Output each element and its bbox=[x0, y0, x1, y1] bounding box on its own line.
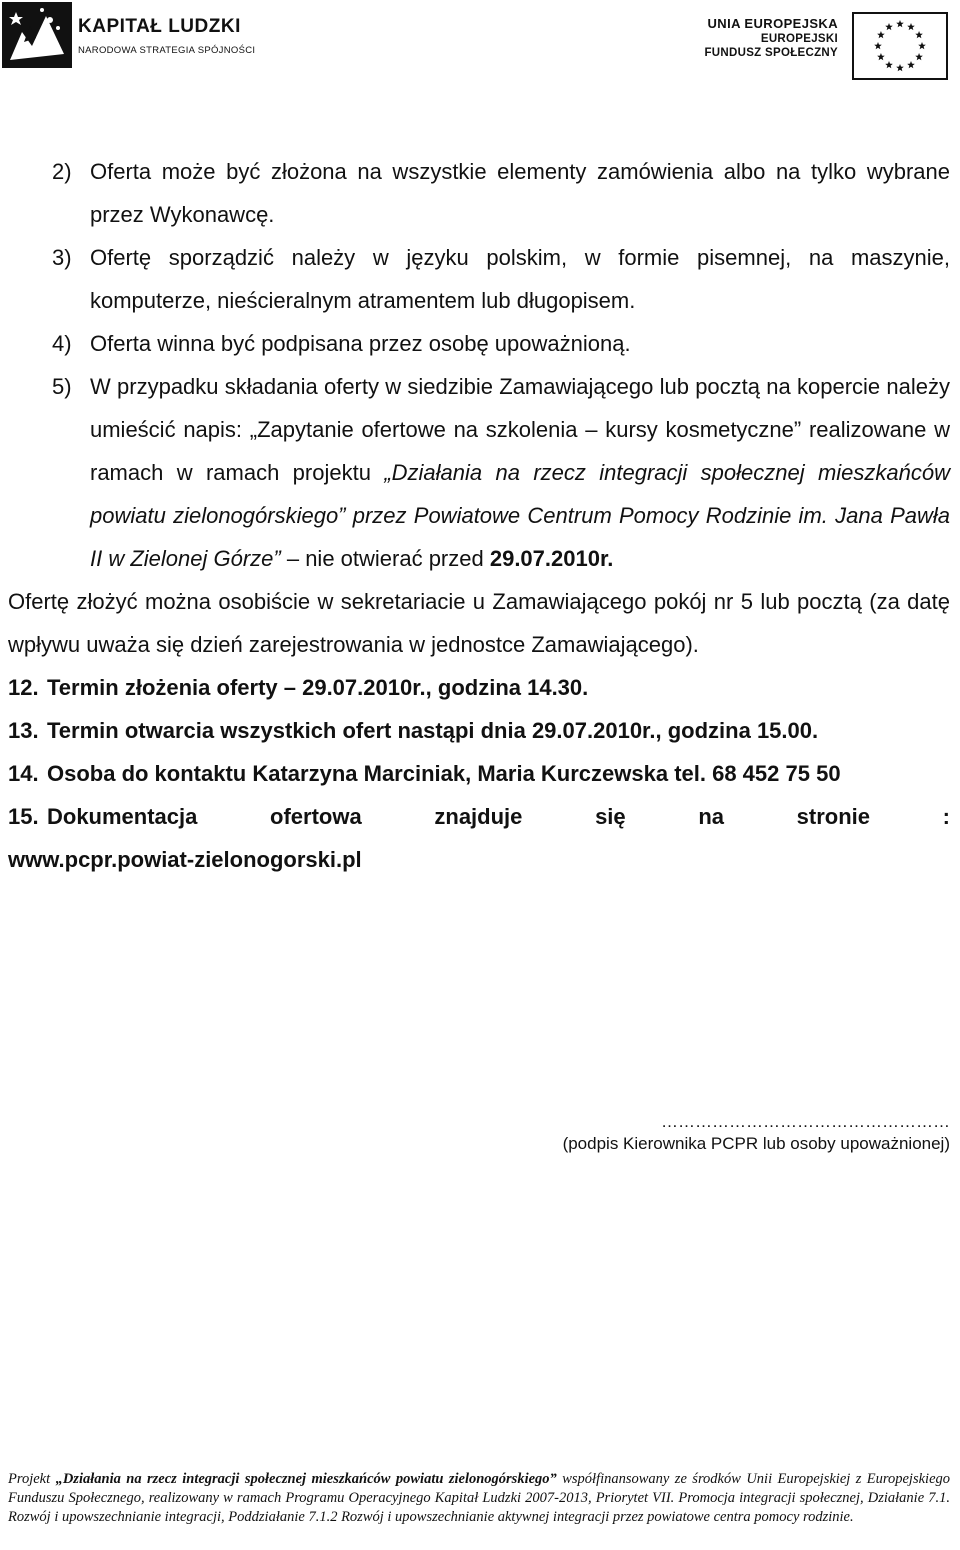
eu-flag-icon bbox=[852, 12, 948, 80]
signature-line: …………………………………………… bbox=[661, 1112, 950, 1131]
page-header bbox=[0, 0, 960, 90]
footer-project-title: „Działania na rzecz integracji społecznej mieszkańców powiatu zielonogórskiego” bbox=[55, 1471, 557, 1487]
eu-logo-line3: FUNDUSZ SPOŁECZNY bbox=[704, 47, 838, 59]
kapital-ludzki-subtitle: NARODOWA STRATEGIA SPÓJNOŚCI bbox=[78, 45, 256, 56]
eu-efs-logo bbox=[696, 12, 956, 80]
numbered-item-text: Osoba do kontaktu Katarzyna Marciniak, Maria Kurczewska tel. 68 452 75 50 bbox=[47, 761, 841, 786]
numbered-item-number: 12. bbox=[8, 675, 39, 700]
kapital-ludzki-title: KAPITAŁ LUDZKI bbox=[78, 16, 241, 37]
numbered-item-text: Dokumentacja ofertowa znajduje się na stronie : bbox=[47, 804, 950, 829]
item5-text-part2: – nie otwierać przed bbox=[280, 546, 490, 571]
eu-logo-line1: UNIA EUROPEJSKA bbox=[707, 16, 838, 31]
eu-logo-line2: EUROPEJSKI bbox=[760, 33, 838, 45]
list-number: 5) bbox=[52, 374, 72, 399]
list-text: Oferta winna być podpisana przez osobę upoważnioną. bbox=[90, 331, 631, 356]
kapital-ludzki-logo bbox=[2, 2, 257, 68]
numbered-item-12 bbox=[0, 666, 960, 709]
page-footer bbox=[8, 1470, 950, 1527]
numbered-item-15 bbox=[0, 795, 960, 838]
list-item-2 bbox=[0, 150, 960, 236]
eu-logo-text bbox=[704, 16, 838, 59]
delivery-paragraph: Ofertę złożyć można osobiście w sekretariacie u Zamawiającego pokój nr 5 lub pocztą (za datę wpływu uważa się dzień zarejestrowania w jednostce Zamawiającego). bbox=[8, 589, 950, 657]
project-title-italic: „Działania na rzecz integracji społecznej mieszkańców powiatu zielonogórskiego” przez Powiatowe Centrum Pomocy Rodzinie im. Jana Pawła II w Zielonej Górze” bbox=[90, 460, 950, 571]
list-number: 4) bbox=[52, 331, 72, 356]
list-text bbox=[90, 365, 950, 580]
list-number: 2) bbox=[52, 159, 72, 184]
numbered-item-number: 14. bbox=[8, 761, 39, 786]
footer-prefix: Projekt bbox=[8, 1471, 56, 1487]
numbered-item-14 bbox=[0, 752, 960, 795]
signature-label: (podpis Kierownika PCPR lub osoby upoważnionej) bbox=[562, 1134, 950, 1153]
item5-text-part1: W przypadku składania oferty w siedzibie Zamawiającego lub pocztą na kopercie należy umieścić napis: „Zapytanie ofertowe na szkolenia – kursy kosmetyczne” realizowane w ramach w ramach projektu bbox=[90, 374, 950, 485]
numbered-item-number: 13. bbox=[8, 718, 39, 743]
numbered-item-number: 15. bbox=[8, 804, 39, 829]
list-text: Ofertę sporządzić należy w języku polskim, w formie pisemnej, na maszynie, komputerze, nieścieralnym atramentem lub długopisem. bbox=[90, 245, 950, 313]
document-body bbox=[0, 150, 960, 881]
list-item-3 bbox=[0, 236, 960, 322]
documentation-url[interactable]: www.pcpr.powiat-zielonogorski.pl bbox=[8, 847, 362, 872]
list-text: Oferta może być złożona na wszystkie elementy zamówienia albo na tylko wybrane przez Wykonawcę. bbox=[90, 159, 950, 227]
opening-date: 29.07.2010r. bbox=[489, 546, 614, 571]
numbered-item-text: Termin otwarcia wszystkich ofert nastąpi dnia 29.07.2010r., godzina 15.00. bbox=[47, 718, 819, 743]
list-item-5 bbox=[0, 365, 960, 580]
list-number: 3) bbox=[52, 245, 72, 270]
signature-block bbox=[440, 1112, 950, 1154]
numbered-item-text: Termin złożenia oferty – 29.07.2010r., godzina 14.30. bbox=[47, 675, 589, 700]
documentation-url-row bbox=[0, 838, 960, 881]
numbered-item-13 bbox=[0, 709, 960, 752]
kapital-ludzki-emblem-icon bbox=[2, 2, 72, 68]
footer-text: współfinansowany ze środków Unii Europejskiej z Europejskiego Funduszu Społecznego, realizowany w ramach Programu Operacyjnego Kapitał Ludzki 2007-2013, Priorytet VII. Promocja integracji społecznej, Działanie 7.1. Rozwój i upowszechnianie integracji, Poddziałanie 7.1.2 Rozwój i upowszechnianie aktywnej integracji przez powiatowe centra pomocy rodzinie. bbox=[8, 1471, 951, 1525]
list-item-4 bbox=[0, 322, 960, 365]
